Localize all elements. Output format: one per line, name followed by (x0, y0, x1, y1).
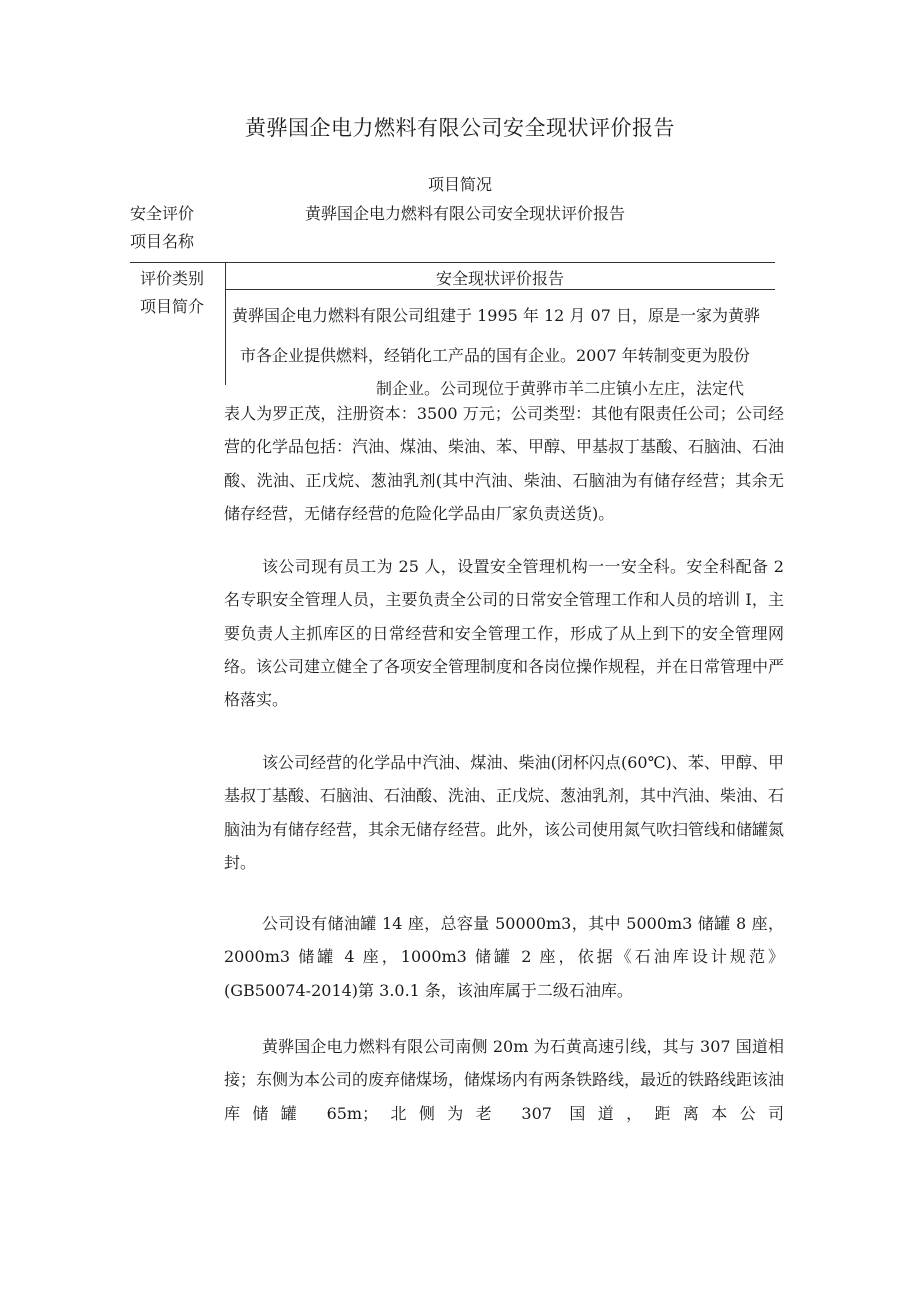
evaluation-type-value: 安全现状评价报告 (435, 269, 564, 288)
paragraph-text: 该公司现有员工为 25 人，设置安全管理机构一一安全科。安全科配备 2 名专职安全管理人员，主要负责全公司的日常安全管理工作和人员的培训 I，主要负责人主抓库区的日常经营和安全管理工作，形成了从上到下的安全管理网络。该公司建立健全了各项安全管理制度和各岗位操作规程，并在日常管理中严格落实。 (224, 557, 785, 710)
paragraph-text: 表人为罗正茂，注册资本：3500 万元；公司类型：其他有限责任公司；公司经营的化学品包括：汽油、煤油、柴油、苯、甲醇、甲基叔丁基酸、石脑油、石油酸、洗油、正戊烷、葱油乳剂(其中汽油、柴油、石脑油为有储存经营；其余无储存经营，无储存经营的危险化学品由厂家负责送货)。 (224, 404, 785, 523)
project-name-label-line1: 安全评价 (130, 204, 195, 223)
table-row-divider (225, 289, 775, 290)
paragraph-text: 公司设有储油罐 14 座，总容量 50000m3，其中 5000m3 储罐 8 座，2000m3 储罐 4 座，1000m3 储罐 2 座，依据《石油库设计规范》(GB50074-2014)第 3.0.1 条，该油库属于二级石油库。 (224, 914, 784, 1000)
document-title: 黄骅国企电力燃料有限公司安全现状评价报告 (245, 116, 675, 140)
overview-heading: 项目简况 (427, 175, 492, 194)
project-intro-label: 项目简介 (140, 297, 205, 316)
body-paragraph (224, 746, 784, 879)
paragraph-text: 该公司经营的化学品中汽油、煤油、柴油(闭杯闪点(60℃)、苯、甲醇、甲基叔丁基酸、石脑油、石油酸、洗油、正戊烷、葱油乳剂，其中汽油、柴油、石脑油为有储存经营，其余无储存经营。此外，该公司使用氮气吹扫管线和储罐氮封。 (224, 753, 785, 872)
paragraph-text: 黄骅国企电力燃料有限公司南侧 20m 为石黄高速引线，其与 307 国道相接；东侧为本公司的废弃储煤场，储煤场内有两条铁路线，最近的铁路线距该油库储罐 65m；北侧为老 307 国道，距离本公司 (224, 1037, 785, 1123)
body-paragraph (224, 550, 784, 716)
body-paragraph (224, 1030, 784, 1130)
body-paragraph (224, 397, 784, 530)
project-name-value: 黄骅国企电力燃料有限公司安全现状评价报告 (305, 204, 626, 223)
intro-cell-line: 制企业。公司现位于黄骅市羊二庄镇小左庄，法定代 (376, 379, 745, 398)
body-paragraph (224, 907, 784, 1007)
intro-cell-line: 黄骅国企电力燃料有限公司组建于 1995 年 12 月 07 日，原是一家为黄骅 (232, 306, 760, 325)
project-intro-cell (228, 298, 776, 398)
intro-cell-line: 市各企业提供燃料，经销化工产品的国有企业。2007 年转制变更为股份 (240, 346, 750, 365)
project-name-label-line2: 项目名称 (130, 232, 195, 251)
table-top-border (130, 262, 775, 263)
evaluation-type-label: 评价类别 (140, 269, 205, 288)
